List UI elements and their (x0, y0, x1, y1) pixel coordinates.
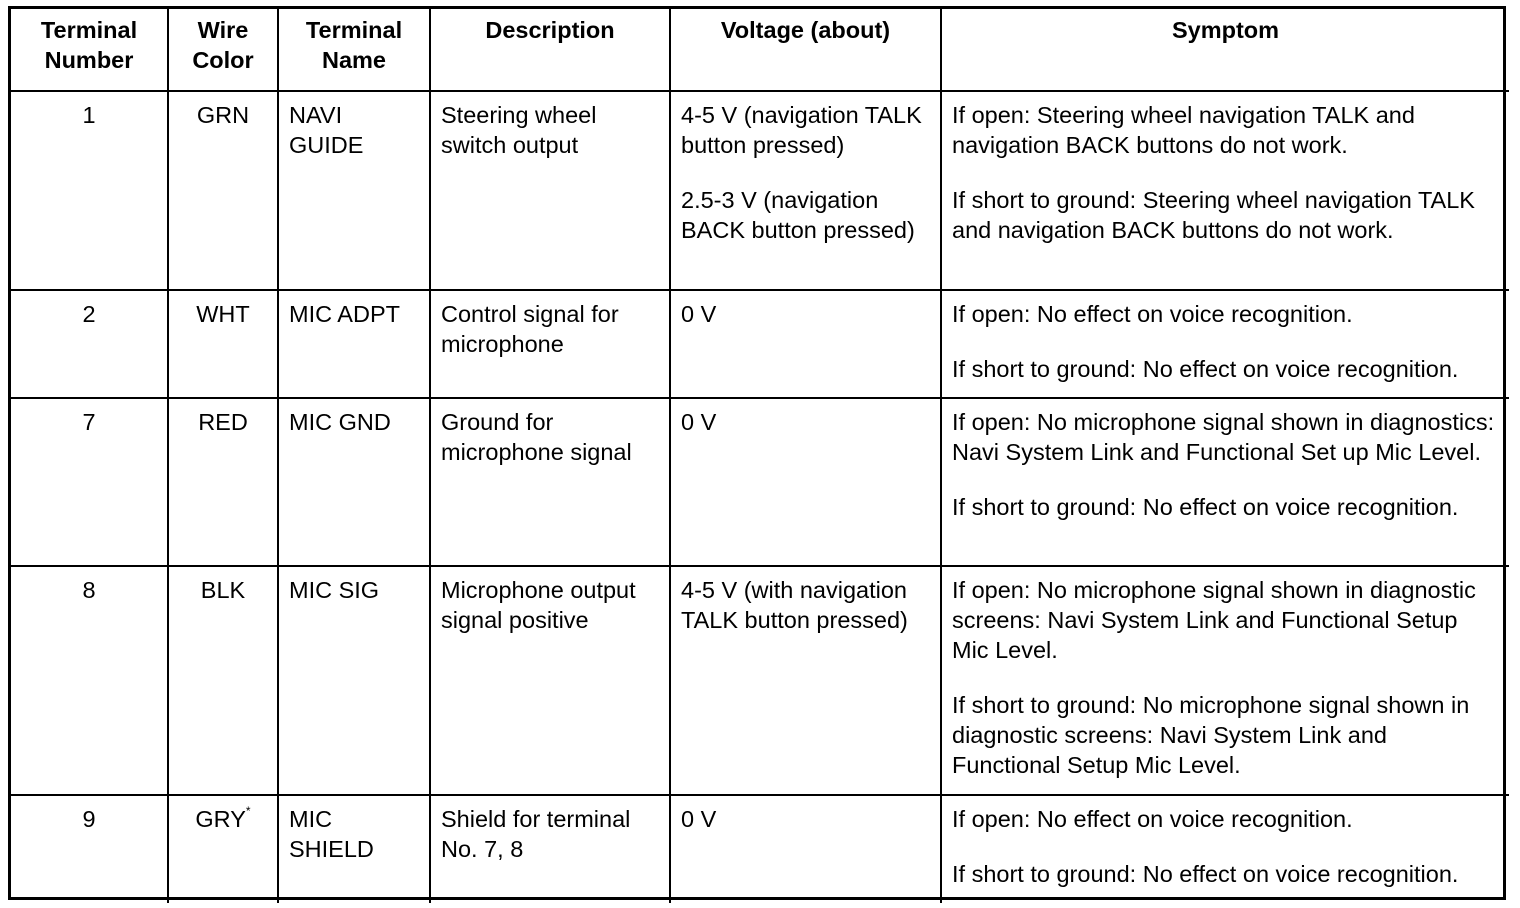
header-terminal-name: Terminal Name (278, 9, 430, 91)
symptom-open: If open: Steering wheel navigation TALK and navigation BACK buttons do not work. (952, 102, 1415, 158)
voltage-cell (670, 91, 941, 290)
table-row (11, 398, 1509, 566)
wire-color-cell (168, 290, 278, 398)
symptom-cell (941, 290, 1509, 398)
wire-color-text: GRY (195, 806, 246, 832)
terminal-name-cell: MIC ADPT (278, 290, 430, 398)
symptom-cell (941, 566, 1509, 795)
symptom-cell (941, 398, 1509, 566)
description-cell: Microphone output signal positive (430, 566, 670, 795)
wire-color-cell (168, 566, 278, 795)
table-row (11, 290, 1509, 398)
table-row (11, 566, 1509, 795)
description-cell: Control signal for microphone (430, 290, 670, 398)
description-cell: Shield for terminal No. 7, 8 (430, 795, 670, 903)
voltage-cell (670, 566, 941, 795)
voltage-cell (670, 398, 941, 566)
terminal-number-cell: 7 (11, 398, 168, 566)
table-header-row (11, 9, 1509, 91)
footnote-marker: * (245, 804, 251, 819)
wire-color-text: RED (198, 409, 248, 435)
symptom-short: If short to ground: No effect on voice recognition. (952, 861, 1459, 887)
symptom-short: If short to ground: No effect on voice recognition. (952, 494, 1459, 520)
terminal-number-cell: 8 (11, 566, 168, 795)
wire-color-cell (168, 398, 278, 566)
voltage-cell (670, 290, 941, 398)
header-voltage: Voltage (about) (670, 9, 941, 91)
symptom-open: If open: No microphone signal shown in diagnostics: Navi System Link and Functional Set up Mic Level. (952, 409, 1495, 465)
wire-color-text: GRN (196, 102, 250, 128)
terminal-number-cell: 9 (11, 795, 168, 903)
symptom-short: If short to ground: No effect on voice recognition. (952, 356, 1459, 382)
voltage-line: 2.5-3 V (navigation BACK button pressed) (681, 187, 915, 243)
symptom-open: If open: No microphone signal shown in diagnostic screens: Navi System Link and Functional Setup Mic Level. (952, 577, 1476, 663)
symptom-open: If open: No effect on voice recognition. (952, 806, 1353, 832)
terminal-name-cell: MIC SIG (278, 566, 430, 795)
terminal-table (11, 9, 1509, 903)
terminal-name-cell: NAVI GUIDE (278, 91, 430, 290)
header-symptom: Symptom (941, 9, 1509, 91)
voltage-line: 0 V (681, 409, 717, 435)
description-cell: Steering wheel switch output (430, 91, 670, 290)
symptom-short: If short to ground: No microphone signal shown in diagnostic screens: Navi System Link and Functional Setup Mic Level. (952, 692, 1470, 778)
voltage-cell (670, 795, 941, 903)
header-description: Description (430, 9, 670, 91)
wire-color-text: WHT (196, 301, 250, 327)
wire-color-cell (168, 91, 278, 290)
voltage-line: 0 V (681, 301, 717, 327)
header-terminal-number: Terminal Number (11, 9, 168, 91)
symptom-open: If open: No effect on voice recognition. (952, 301, 1353, 327)
terminal-name-cell: MIC GND (278, 398, 430, 566)
symptom-cell (941, 91, 1509, 290)
symptom-short: If short to ground: Steering wheel navigation TALK and navigation BACK buttons do not work. (952, 187, 1475, 243)
voltage-line: 4-5 V (with navigation TALK button pressed) (681, 577, 908, 633)
description-cell: Ground for microphone signal (430, 398, 670, 566)
voltage-line: 0 V (681, 806, 717, 832)
symptom-cell (941, 795, 1509, 903)
header-wire-color: Wire Color (168, 9, 278, 91)
terminal-number-cell: 1 (11, 91, 168, 290)
terminal-number-cell: 2 (11, 290, 168, 398)
terminal-table-frame (8, 6, 1506, 900)
wire-color-cell (168, 795, 278, 903)
wire-color-text: BLK (200, 577, 246, 603)
voltage-line: 4-5 V (navigation TALK button pressed) (681, 102, 922, 158)
table-row (11, 91, 1509, 290)
terminal-name-cell: MIC SHIELD (278, 795, 430, 903)
table-row (11, 795, 1509, 903)
